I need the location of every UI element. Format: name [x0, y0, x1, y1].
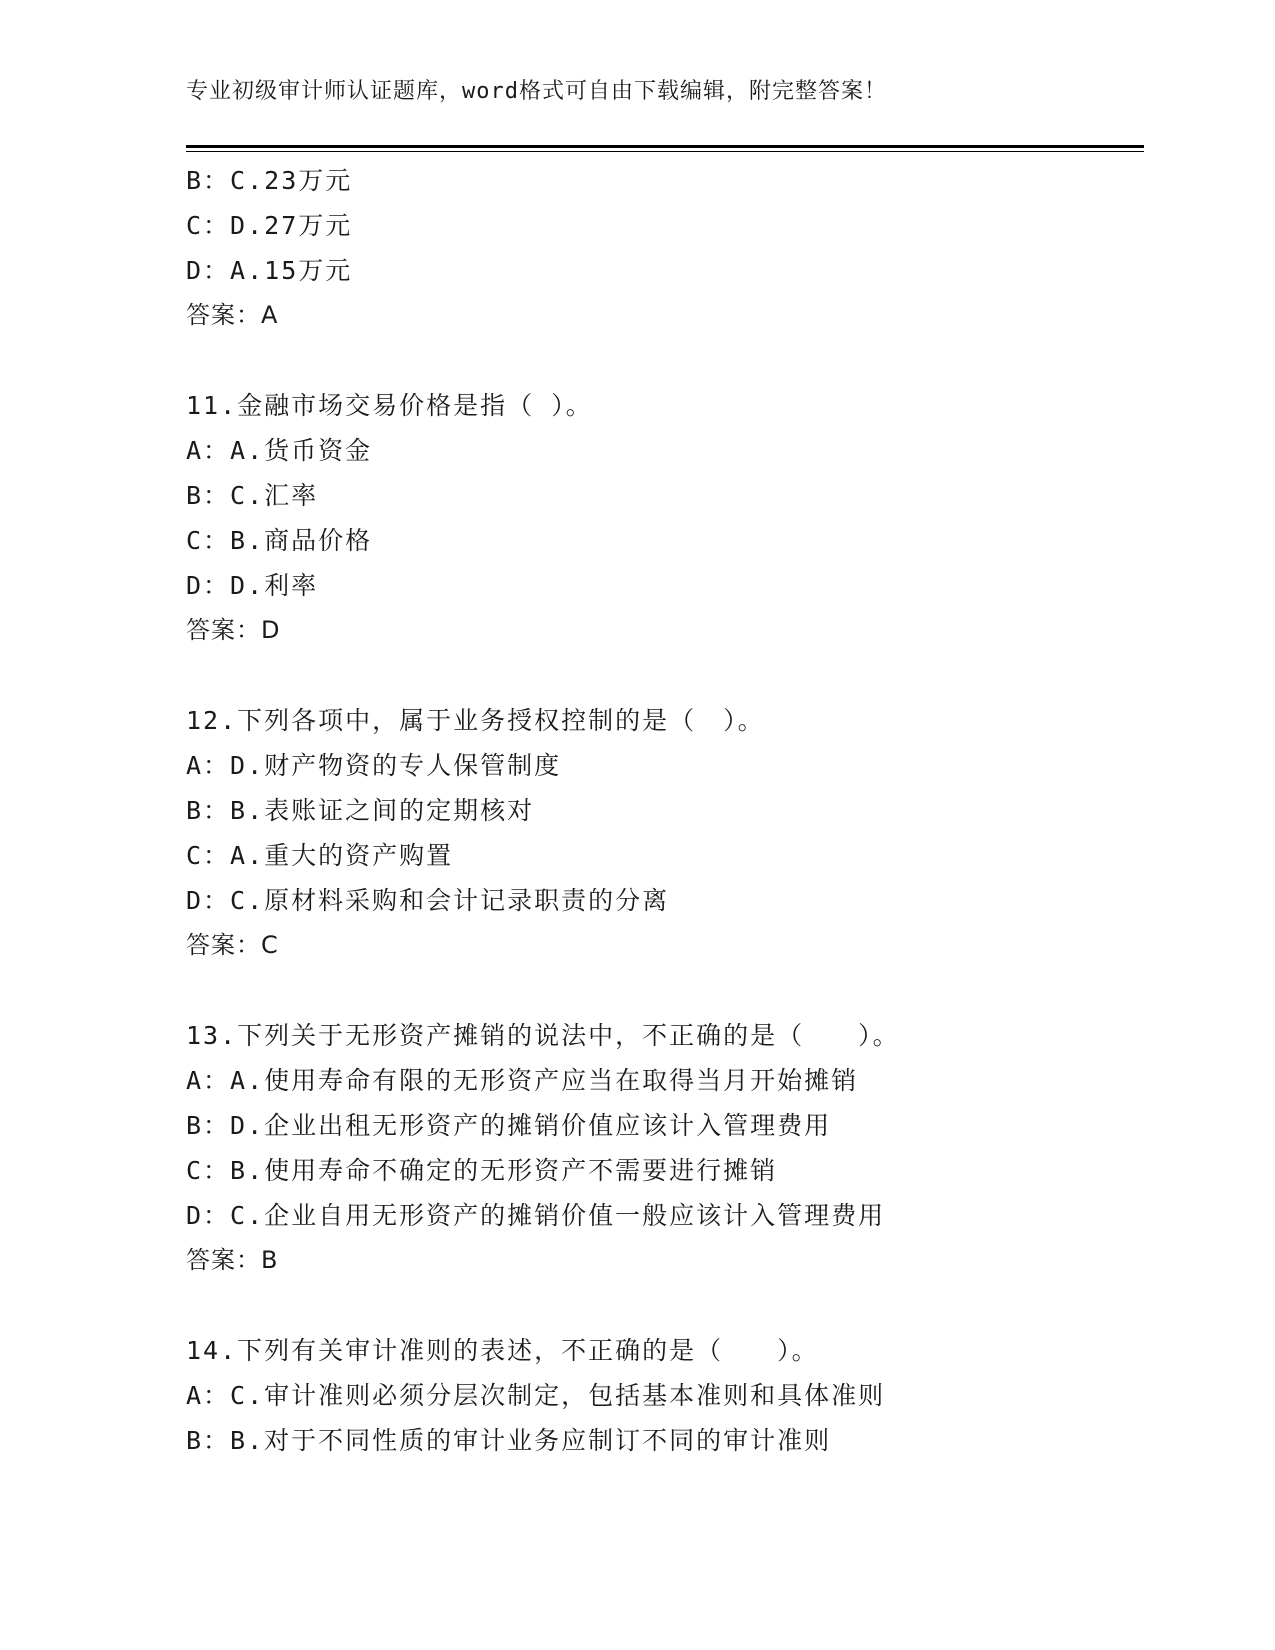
- header-rule-thin: [186, 151, 1144, 152]
- option-c: C：D.27万元: [186, 211, 353, 240]
- option-a: A：C.审计准则必须分层次制定，包括基本准则和具体准则: [186, 1381, 886, 1410]
- option-a: A：D.财产物资的专人保管制度: [186, 751, 562, 780]
- spacer: [186, 653, 1146, 698]
- option-a: A：A.使用寿命有限的无形资产应当在取得当月开始摊销: [186, 1066, 859, 1095]
- header-rule-thick: [186, 145, 1144, 148]
- option-b: B：C.汇率: [186, 481, 319, 510]
- answer-line: 答案：D: [186, 616, 281, 644]
- document-body: [186, 158, 1146, 1463]
- option-b: B：B.表账证之间的定期核对: [186, 796, 535, 825]
- option-c: C：B.使用寿命不确定的无形资产不需要进行摊销: [186, 1156, 778, 1185]
- option-c: C：B.商品价格: [186, 526, 373, 555]
- option-a: A：A.货币资金: [186, 436, 373, 465]
- option-d: D：C.企业自用无形资产的摊销价值一般应该计入管理费用: [186, 1201, 886, 1230]
- question-11: [186, 383, 1146, 653]
- question-stem: 14.下列有关审计准则的表述，不正确的是（ ）。: [186, 1336, 819, 1365]
- option-b: B：D.企业出租无形资产的摊销价值应该计入管理费用: [186, 1111, 832, 1140]
- option-d: D：D.利率: [186, 571, 319, 600]
- answer-line: 答案：C: [186, 931, 279, 959]
- answer-line: 答案：B: [186, 1246, 279, 1274]
- answer-line: 答案：A: [186, 301, 279, 329]
- page-header-title: 专业初级审计师认证题库，word格式可自由下载编辑，附完整答案！: [186, 79, 887, 104]
- spacer: [186, 1283, 1146, 1328]
- spacer: [186, 338, 1146, 383]
- question-12: [186, 698, 1146, 968]
- question-stem: 13.下列关于无形资产摊销的说法中，不正确的是（ ）。: [186, 1021, 900, 1050]
- question-13: [186, 1013, 1146, 1283]
- option-b: B：C.23万元: [186, 166, 353, 195]
- question-stem: 12.下列各项中，属于业务授权控制的是（ ）。: [186, 706, 765, 735]
- question-stem: 11.金融市场交易价格是指（ ）。: [186, 391, 593, 420]
- spacer: [186, 968, 1146, 1013]
- prev-question-tail: [186, 158, 1146, 338]
- question-14: [186, 1328, 1146, 1463]
- option-d: D：A.15万元: [186, 256, 353, 285]
- option-b: B：B.对于不同性质的审计业务应制订不同的审计准则: [186, 1426, 832, 1455]
- option-d: D：C.原材料采购和会计记录职责的分离: [186, 886, 670, 915]
- option-c: C：A.重大的资产购置: [186, 841, 454, 870]
